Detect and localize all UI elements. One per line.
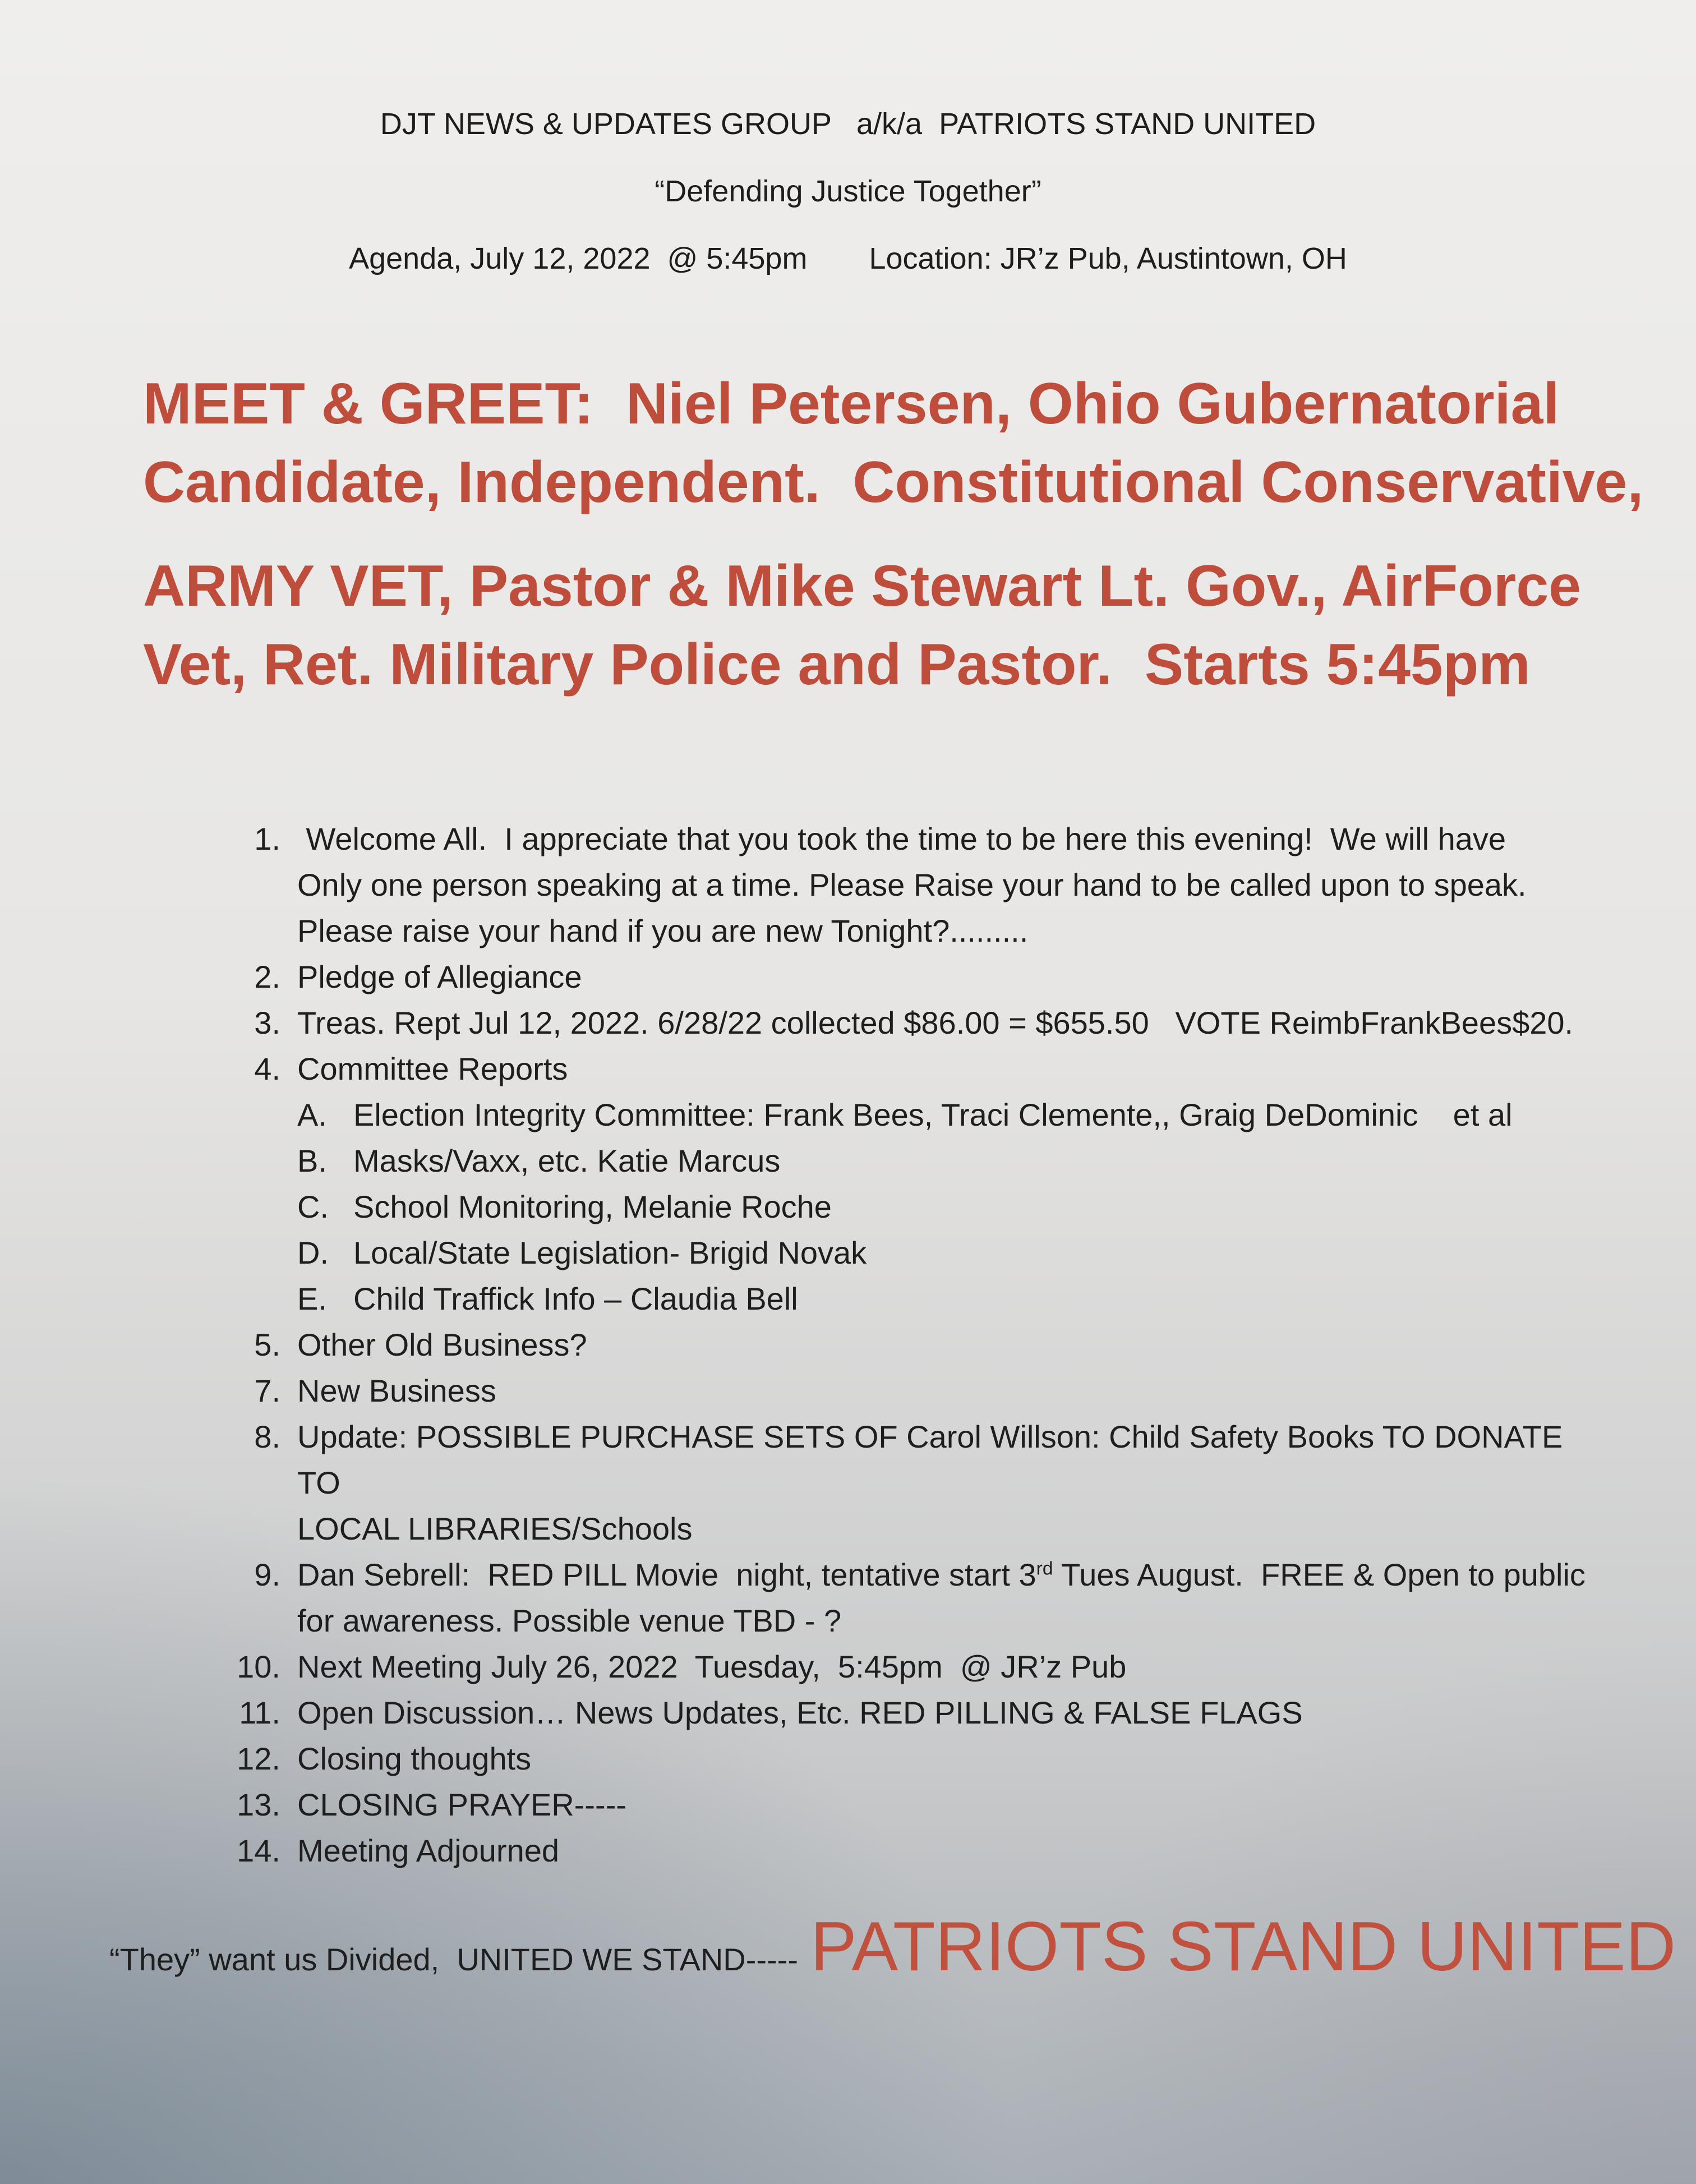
agenda-item-number: 1. [254, 821, 280, 856]
agenda-item [230, 954, 1604, 1000]
committee-text: Child Traffick Info – Claudia Bell [353, 1281, 798, 1316]
committee-letter: A. [297, 1097, 327, 1132]
agenda-item-number: 10. [237, 1649, 280, 1684]
committee-item [230, 1138, 1604, 1184]
committee-text: Masks/Vaxx, etc. Katie Marcus [353, 1143, 781, 1178]
agenda-item-text: Welcome All. I appreciate that you took the time to be here this evening! We will have Only one person speaking at a time. Please Raise your hand to be called upon to speak. Please raise your hand if you are new Tonight?......... [297, 821, 1527, 948]
agenda-item-text: Closing thoughts [297, 1741, 532, 1776]
agenda-item [230, 1322, 1604, 1368]
agenda-item-number: 12. [237, 1741, 280, 1776]
agenda-item-text [297, 1552, 1586, 1644]
committee-letter: D. [297, 1235, 329, 1270]
agenda-date: Agenda, July 12, 2022 @ 5:45pm [349, 242, 808, 275]
meet-greet-line-2: Candidate, Independent. Constitutional Conservative, [143, 450, 1644, 515]
agenda-item-number: 4. [254, 1051, 280, 1086]
meet-and-greet-announcement [143, 365, 1644, 704]
agenda-item-text: Other Old Business? [297, 1327, 587, 1362]
agenda-item [230, 1736, 1604, 1782]
agenda-item-number: 2. [254, 959, 280, 994]
committee-letter: B. [297, 1143, 327, 1178]
group-name: DJT NEWS & UPDATES GROUP a/k/a PATRIOTS STAND UNITED [380, 107, 1316, 141]
agenda-item-text: Treas. Rept Jul 12, 2022. 6/28/22 collected $86.00 = $655.50 VOTE ReimbFrankBees$20. [297, 1005, 1574, 1040]
committee-item [230, 1230, 1604, 1276]
footer-group-name: PATRIOTS STAND UNITED [810, 1908, 1676, 1985]
agenda-item [230, 816, 1604, 954]
agenda-item-text: Next Meeting July 26, 2022 Tuesday, 5:45pm @ JR’z Pub [297, 1649, 1127, 1684]
committee-text: Election Integrity Committee: Frank Bees, Traci Clemente,, Graig DeDominic et al [353, 1097, 1513, 1132]
agenda-list [230, 816, 1604, 1874]
committee-letter: E. [297, 1281, 327, 1316]
agenda-item-text: CLOSING PRAYER----- [297, 1787, 626, 1822]
footer-slogan [109, 1907, 1676, 1987]
agenda-item-number: 13. [237, 1787, 280, 1822]
committee-text: School Monitoring, Melanie Roche [353, 1189, 832, 1224]
agenda-item-number: 3. [254, 1005, 280, 1040]
agenda-item-text: Update: POSSIBLE PURCHASE SETS OF Carol Willson: Child Safety Books TO DONATE TO LOCAL LIBRARIES/Schools [297, 1419, 1563, 1546]
agenda-item-number: 7. [254, 1373, 280, 1408]
agenda-item-text: Open Discussion… News Updates, Etc. RED PILLING & FALSE FLAGS [297, 1695, 1303, 1730]
agenda-item [230, 1644, 1604, 1690]
committee-item [230, 1276, 1604, 1322]
committee-item [230, 1092, 1604, 1138]
agenda-item [230, 1690, 1604, 1736]
movie-night-text-line-2: for awareness. Possible venue TBD - ? [297, 1603, 842, 1638]
agenda-date-location [0, 241, 1696, 276]
movie-night-text-start: Dan Sebrell: RED PILL Movie night, tentative start 3 [297, 1557, 1036, 1592]
footer-slogan-text: “They” want us Divided, UNITED WE STAND----- [109, 1942, 798, 1977]
movie-night-text-end: Tues August. FREE & Open to public [1053, 1557, 1586, 1592]
meet-greet-line-4: Vet, Ret. Military Police and Pastor. Starts 5:45pm [143, 632, 1531, 697]
agenda-item [230, 1414, 1604, 1552]
agenda-item [230, 1552, 1604, 1644]
agenda-item [230, 1000, 1604, 1046]
committee-letter: C. [297, 1189, 329, 1224]
agenda-item-number: 8. [254, 1419, 280, 1454]
agenda-item-number: 9. [254, 1557, 280, 1592]
agenda-item [230, 1782, 1604, 1828]
agenda-item-number: 11. [239, 1695, 280, 1730]
meet-greet-line-1: MEET & GREET: Niel Petersen, Ohio Gubernatorial [143, 371, 1560, 436]
meet-greet-line-3: ARMY VET, Pastor & Mike Stewart Lt. Gov., AirForce [143, 554, 1581, 619]
agenda-item [230, 1046, 1604, 1092]
committee-text: Local/State Legislation- Brigid Novak [353, 1235, 867, 1270]
agenda-item-number: 14. [237, 1833, 280, 1868]
agenda-item-text: New Business [297, 1373, 496, 1408]
agenda-item-text: Meeting Adjourned [297, 1833, 560, 1868]
group-tagline: “Defending Justice Together” [655, 174, 1041, 208]
agenda-location: Location: JR’z Pub, Austintown, OH [869, 242, 1347, 275]
ordinal-suffix: rd [1036, 1558, 1053, 1579]
agenda-item-text: Pledge of Allegiance [297, 959, 582, 994]
agenda-item [230, 1368, 1604, 1414]
agenda-item [230, 1828, 1604, 1874]
committee-item [230, 1184, 1604, 1230]
agenda-item-text: Committee Reports [297, 1051, 568, 1086]
agenda-item-number: 5. [254, 1327, 280, 1362]
